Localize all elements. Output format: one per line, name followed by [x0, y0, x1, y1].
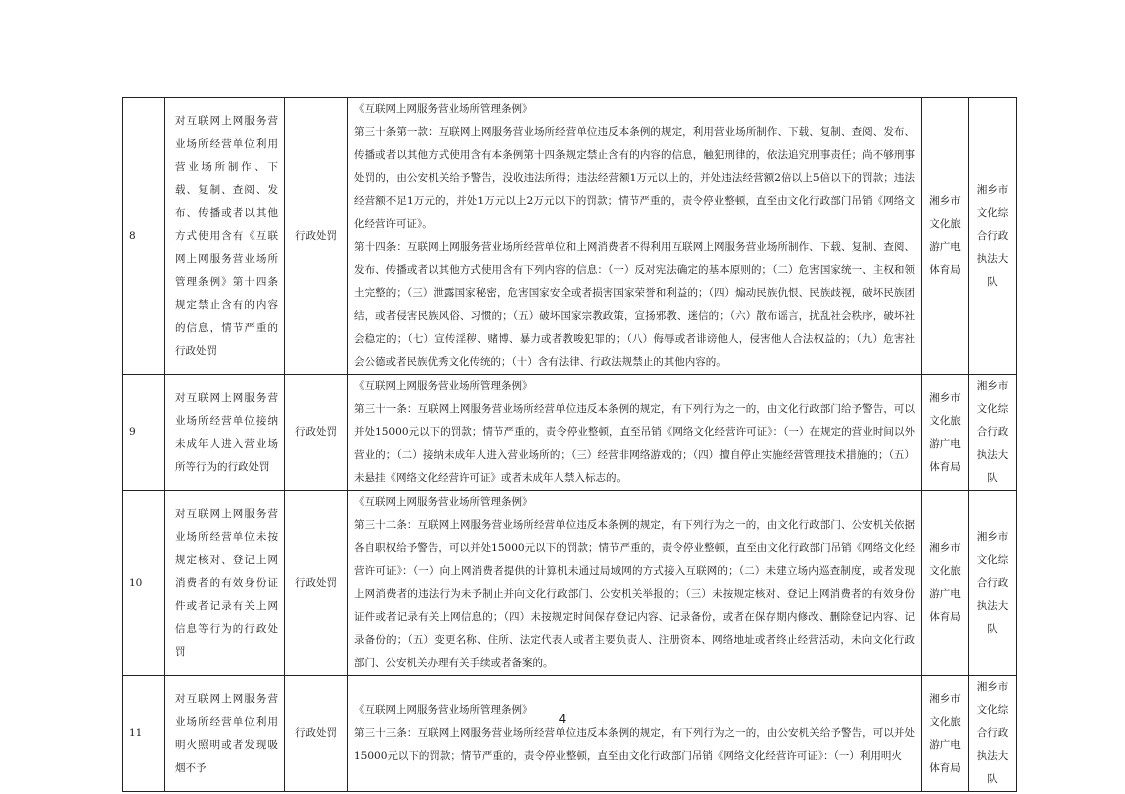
legal-basis [348, 98, 922, 375]
table-row [123, 491, 1017, 676]
item-name: 对互联网上网服务营业场所经营单位利用营业场所制作、下载、复制、查阅、发布、传播或者以其他方式使用含有《互联网上网服务营业场所管理条例》第十四条规定禁止含有的内容的信息，情节严重的行政处罚 [165, 98, 285, 375]
responsible-department: 湘乡市文化旅游广电体育局 [922, 491, 969, 676]
basis-law-title: 《互联网上网服务营业场所管理条例》 [354, 704, 533, 716]
enforcement-body: 湘乡市文化综合行政执法大队 [969, 491, 1017, 676]
item-type: 行政处罚 [285, 375, 348, 491]
row-number: 8 [123, 98, 165, 375]
basis-article: 第三十二条：互联网上网服务营业场所经营单位违反本条例的规定，有下列行为之一的，由文化行政部门、公安机关依据各自职权给予警告，可以并处15000元以下的罚款；情节严重的，责令停业整顿，直至由文化行政部门吊销《网络文化经营许可证》：（一）向上网消费者提供的计算机未通过局域网的方式接入互联网的；（二）未建立场内巡查制度，或者发现上网消费者的违法行为未予制止并向文化行政部门、公安机关举报的；（三）未按规定核对、登记上网消费者的有效身份证件或者记录有关上网信息的；（四）未按规定时间保存登记内容、记录备份，或者在保存期内修改、删除登记内容、记录备份的；（五）变更名称、住所、法定代表人或者主要负责人、注册资本、网络地址或者终止经营活动，未向文化行政部门、公安机关办理有关手续或者备案的。 [354, 519, 915, 669]
table-row [123, 676, 1017, 792]
legal-basis [348, 676, 922, 792]
enforcement-table [122, 97, 1017, 792]
responsible-department: 湘乡市文化旅游广电体育局 [922, 375, 969, 491]
basis-law-title: 《互联网上网服务营业场所管理条例》 [354, 496, 533, 508]
item-type: 行政处罚 [285, 491, 348, 676]
item-name: 对互联网上网服务营业场所经营单位未按规定核对、登记上网消费者的有效身份证件或者记录有关上网信息等行为的行政处罚 [165, 491, 285, 676]
table-row [123, 98, 1017, 375]
responsible-department: 湘乡市文化旅游广电体育局 [922, 98, 969, 375]
page-number: 4 [558, 712, 567, 726]
item-type: 行政处罚 [285, 98, 348, 375]
enforcement-body: 湘乡市文化综合行政执法大队 [969, 98, 1017, 375]
item-name: 对互联网上网服务营业场所经营单位接纳未成年人进入营业场所等行为的行政处罚 [165, 375, 285, 491]
basis-law-title: 《互联网上网服务营业场所管理条例》 [354, 380, 533, 392]
basis-article: 第三十一条：互联网上网服务营业场所经营单位违反本条例的规定，有下列行为之一的，由文化行政部门给予警告，可以并处15000元以下的罚款；情节严重的，责令停业整顿，直至吊销《网络文化经营许可证》：（一）在规定的营业时间以外营业的；（二）接纳未成年人进入营业场所的；（三）经营非网络游戏的；（四）擅自停止实施经营管理技术措施的；（五）未悬挂《网络文化经营许可证》或者未成年人禁入标志的。 [354, 403, 915, 484]
legal-basis [348, 491, 922, 676]
row-number: 9 [123, 375, 165, 491]
basis-article: 第三十条第一款：互联网上网服务营业场所经营单位违反本条例的规定，利用营业场所制作、下载、复制、查阅、发布、传播或者以其他方式使用含有本条例第十四条规定禁止含有的内容的信息，触犯刑律的，依法追究刑事责任；尚不够刑事处罚的，由公安机关给予警告，没收违法所得；违法经营额1万元以上的，并处违法经营额2倍以上5倍以下的罚款；违法经营额不足1万元的，并处1万元以上2万元以下的罚款；情节严重的，责令停业整顿，直至由文化行政部门吊销《网络文化经营许可证》。 [354, 126, 915, 230]
item-name: 对互联网上网服务营业场所经营单位利用明火照明或者发现吸烟不予 [165, 676, 285, 792]
enforcement-body: 湘乡市文化综合行政执法大队 [969, 375, 1017, 491]
responsible-department: 湘乡市文化旅游广电体育局 [922, 676, 969, 792]
legal-basis [348, 375, 922, 491]
row-number: 11 [123, 676, 165, 792]
row-number: 10 [123, 491, 165, 676]
enforcement-body: 湘乡市文化综合行政执法大队 [969, 676, 1017, 792]
basis-article: 第十四条：互联网上网服务营业场所经营单位和上网消费者不得利用互联网上网服务营业场所制作、下载、复制、查阅、发布、传播或者以其他方式使用含有下列内容的信息：（一）反对宪法确定的基本原则的；（二）危害国家统一、主权和领土完整的；（三）泄露国家秘密，危害国家安全或者损害国家荣誉和利益的；（四）煽动民族仇恨、民族歧视，破坏民族团结，或者侵害民族风俗、习惯的；（五）破坏国家宗教政策，宣扬邪教、迷信的；（六）散布谣言，扰乱社会秩序，破坏社会稳定的；（七）宣传淫秽、赌博、暴力或者教唆犯罪的；（八）侮辱或者诽谤他人，侵害他人合法权益的；（九）危害社会公德或者民族优秀文化传统的；（十）含有法律、行政法规禁止的其他内容的。 [354, 241, 915, 368]
basis-article: 第三十三条：互联网上网服务营业场所经营单位违反本条例的规定，有下列行为之一的，由公安机关给予警告，可以并处15000元以下的罚款；情节严重的，责令停业整顿，直至由文化行政部门吊销《网络文化经营许可证》：（一）利用明火 [354, 727, 915, 762]
table-row [123, 375, 1017, 491]
basis-law-title: 《互联网上网服务营业场所管理条例》 [354, 103, 533, 115]
item-type: 行政处罚 [285, 676, 348, 792]
